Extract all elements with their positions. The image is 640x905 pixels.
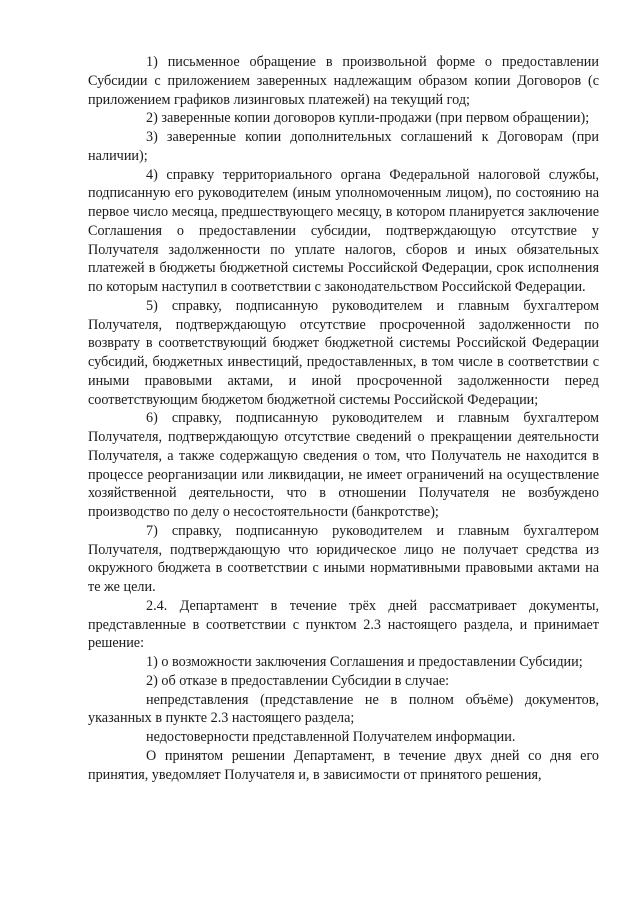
paragraph-item-4-tax-certificate: 4) справку территориального органа Федеральной налоговой службы, подписанную его руководителем (иным уполномоченным лицом), по состоянию на первое число месяца, предшествующего месяцу, в котором планируется заключение Соглашения о предоставлении субсидии, подтверждающую отсутствие у Получателя задолженности по уплате налогов, сборов и иных обязательных платежей в бюджеты бюджетной системы Российской Федерации, срок исполнения по которым наступил в соответствии с законодательством Российской Федерации. xyxy=(88,166,599,295)
paragraph-item-1-written-request: 1) письменное обращение в произвольной форме о предоставлении Субсидии с приложением заверенных надлежащим образом копии Договоров (с приложением графиков лизинговых платежей) на текущий год; xyxy=(88,54,599,108)
paragraph-refusal-reason-false-info: недостоверности представленной Получателем информации. xyxy=(146,729,516,745)
document-page xyxy=(88,53,599,784)
paragraph-item-7-funds-certificate: 7) справку, подписанную руководителем и главным бухгалтером Получателя, подтверждающую что юридическое лицо не получает средства из окружного бюджета в соответствии с иными нормативными правовыми актами на те же цели. xyxy=(88,522,599,595)
paragraph-clause-2-4: 2.4. Департамент в течение трёх дней рассматривает документы, представленные в соответствии с пунктом 2.3 настоящего раздела, и принимает решение: xyxy=(88,597,599,652)
paragraph-item-3-additional-agreements: 3) заверенные копии дополнительных соглашений к Договорам (при наличии); xyxy=(88,129,599,164)
paragraph-refusal-reason-missing-docs: непредставления (представление не в полном объёме) документов, указанных в пункте 2.3 настоящего раздела; xyxy=(88,691,599,727)
paragraph-notification: О принятом решении Департамент, в течение двух дней со дня его принятия, уведомляет Получателя и, в зависимости от принятого решения, xyxy=(88,747,599,783)
paragraph-item-2-purchase-contracts: 2) заверенные копии договоров купли-продажи (при первом обращении); xyxy=(146,110,590,127)
paragraph-item-5-debt-certificate: 5) справку, подписанную руководителем и главным бухгалтером Получателя, подтверждающую отсутствие просроченной задолженности по возврату в соответствующий бюджет бюджетной системы Российской Федерации субсидий, бюджетных инвестиций, предоставленных, в том числе в соответствии с иными правовыми актами, и иной просроченной задолженности перед соответствующим бюджетом бюджетной системы Российской Федерации; xyxy=(88,297,599,408)
paragraph-decision-approval: 1) о возможности заключения Соглашения и предоставлении Субсидии; xyxy=(146,654,583,670)
paragraph-item-6-activity-certificate: 6) справку, подписанную руководителем и главным бухгалтером Получателя, подтверждающую отсутствие сведений о прекращении деятельности Получателя, а также содержащую сведения о том, что Получатель не находится в процессе реорганизации или ликвидации, не имеет ограничений на осуществление хозяйственной деятельности, что в отношении Получателя не возбуждено производство по делу о несостоятельности (банкротстве); xyxy=(88,410,599,520)
paragraph-decision-refusal: 2) об отказе в предоставлении Субсидии в случае: xyxy=(146,672,450,689)
